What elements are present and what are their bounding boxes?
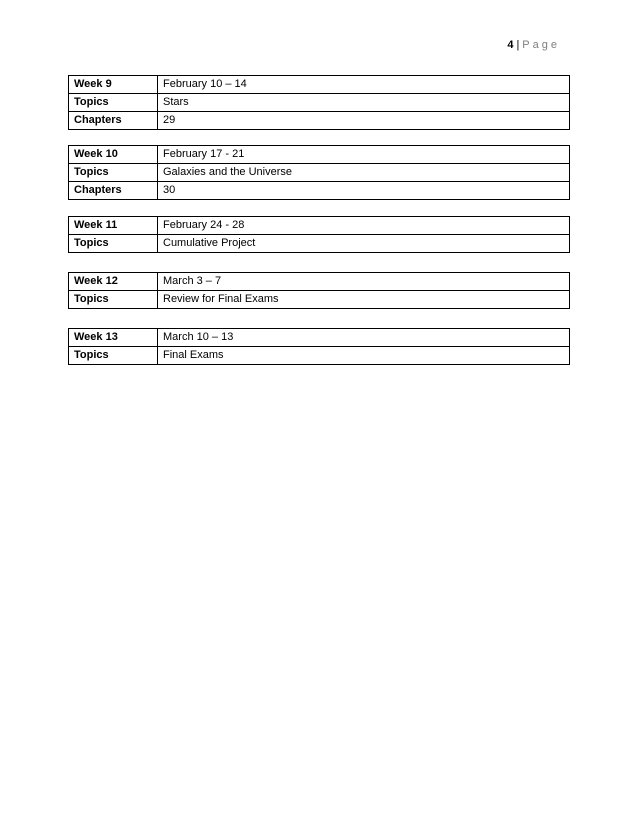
table-row (69, 291, 570, 309)
chapters-value: 30 (158, 182, 570, 200)
table-row (69, 94, 570, 112)
table-row (69, 182, 570, 200)
topics-value: Final Exams (158, 347, 570, 365)
page-number: 4 (507, 39, 514, 51)
header-separator: | (516, 39, 520, 51)
table-row (69, 329, 570, 347)
topics-label: Topics (69, 164, 158, 182)
table-row (69, 217, 570, 235)
week-label: Week 13 (69, 329, 158, 347)
week-dates: February 10 – 14 (158, 76, 570, 94)
table-row (69, 273, 570, 291)
table-row (69, 146, 570, 164)
table-row (69, 112, 570, 130)
chapters-value: 29 (158, 112, 570, 130)
table-row (69, 164, 570, 182)
week-label: Week 12 (69, 273, 158, 291)
topics-label: Topics (69, 291, 158, 309)
week-label: Week 10 (69, 146, 158, 164)
table-row (69, 347, 570, 365)
chapters-label: Chapters (69, 112, 158, 130)
week-dates: March 3 – 7 (158, 273, 570, 291)
week-label: Week 11 (69, 217, 158, 235)
topics-value: Galaxies and the Universe (158, 164, 570, 182)
week-dates: February 24 - 28 (158, 217, 570, 235)
week-dates: February 17 - 21 (158, 146, 570, 164)
topics-label: Topics (69, 347, 158, 365)
week-12-table (68, 272, 570, 309)
week-dates: March 10 – 13 (158, 329, 570, 347)
week-label: Week 9 (69, 76, 158, 94)
topics-label: Topics (69, 94, 158, 112)
topics-value: Stars (158, 94, 570, 112)
topics-value: Cumulative Project (158, 235, 570, 253)
week-11-table (68, 216, 570, 253)
week-10-table (68, 145, 570, 200)
week-13-table (68, 328, 570, 365)
chapters-label: Chapters (69, 182, 158, 200)
week-9-table (68, 75, 570, 130)
topics-label: Topics (69, 235, 158, 253)
table-row (69, 235, 570, 253)
table-row (69, 76, 570, 94)
topics-value: Review for Final Exams (158, 291, 570, 309)
page-word: Page (522, 39, 560, 51)
page-header (507, 38, 560, 52)
